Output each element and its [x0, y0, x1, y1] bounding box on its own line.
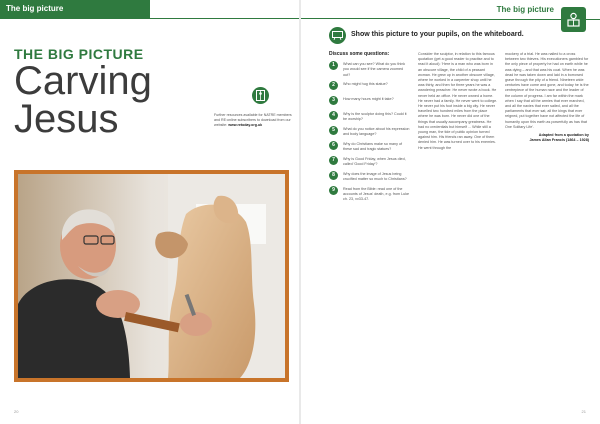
question-text: How many hours might it take? — [343, 96, 394, 101]
question-item — [329, 112, 411, 123]
quotation-column-2 — [505, 52, 589, 143]
quotation-text-part-2: mockery of a trial. He was nailed to a cross between two thieves. His executioners gambled for the only piece of property he had on earth while he was dying – and that was his coat. When he was dead he was taken down and laid in a borrowed grave through the pity of a friend. Nineteen wide centuries have come and gone, and today he is the centrepiece of the human race and the leader of the column of progress. I am far within the mark when I say that all the armies that ever marched, and all the navies that ever sailed, and all the parliaments that ever sat, all the kings that ever reigned, put together have not affected the life of humanity upon this earth as powerfully as has that One Solitary Life'. — [505, 52, 589, 129]
further-text: Further resources available for NATRE members and RE:online subscribers to download from our website: — [214, 113, 292, 128]
quotation-text-part-1: Consider the sculptor, in relation to this famous quotation (get a good reader to practise and to read it aloud): 'Here is a man who was born in an obscure village, the child of a peasant woman. He grew up in another obscure village, where he worked in a carpenter shop until he was thirty, and then for three years he was a wandering preacher. He never wrote a book. He never held an office. He never owned a home. He never had a family. He never went to college. He never put his foot inside a big city. He never travelled two hundred miles from the place where he was born. He never did one of the things that usually accompany greatness. He had no credentials but himself ... While still a young man, the tide of public opinion turned against him. His friends ran away. One of them denied him. He was turned over to his enemies. He went through the — [418, 52, 498, 150]
person-book-icon — [561, 7, 586, 32]
header-label: The big picture — [6, 4, 64, 13]
attribution-label: Adapted from a quotation by — [538, 133, 589, 138]
question-number: 2 — [329, 81, 338, 90]
question-text: What can you see? What do you think you would see if the camera zoomed out? — [343, 62, 406, 77]
header-rule-right — [301, 18, 450, 19]
question-text: Who might hug this statue? — [343, 81, 388, 86]
question-text: Why do Christians make so many of these sad and tragic statues? — [343, 141, 403, 152]
title-line-2: Jesus — [14, 97, 119, 141]
question-number: 8 — [329, 171, 338, 180]
question-number: 4 — [329, 111, 338, 120]
page-number-left: 20 — [14, 409, 19, 414]
question-item — [329, 97, 411, 108]
website-link[interactable]: www.retoday.org.uk — [228, 123, 263, 128]
further-resources — [214, 113, 292, 129]
title-line-1: Carving — [14, 59, 152, 103]
photo-frame — [14, 170, 289, 382]
question-number: 3 — [329, 96, 338, 105]
show-picture-heading: Show this picture to your pupils, on the whiteboard. — [351, 31, 524, 38]
carving-photo-illustration — [18, 174, 285, 378]
left-page — [0, 0, 299, 424]
attribution-author: James Allan Francis (1864 – 1928) — [529, 138, 589, 143]
question-item — [329, 187, 411, 203]
question-number: 1 — [329, 61, 338, 70]
question-item — [329, 127, 411, 138]
page-title — [14, 59, 152, 141]
question-text: Read from the Bible: read one of the accounts of Jesus' death, e.g. from Luke ch. 23, vv33-47. — [343, 186, 410, 202]
question-item — [329, 142, 411, 153]
whiteboard-icon — [329, 27, 346, 44]
question-text: Why is the sculptor doing this? Could it be worship? — [343, 111, 407, 122]
header-rule — [150, 18, 299, 19]
question-text: Why is Good Friday, when Jesus died, called 'Good Friday'? — [343, 156, 406, 167]
header-label-right: The big picture — [496, 5, 554, 14]
open-book-icon — [252, 87, 269, 104]
kicker: THE BIG PICTURE — [14, 46, 144, 62]
question-number: 7 — [329, 156, 338, 165]
sculptor-photo — [18, 174, 285, 378]
quotation-column-1 — [418, 52, 498, 151]
page-number-right: 21 — [581, 409, 586, 414]
question-item — [329, 172, 411, 183]
question-number: 6 — [329, 141, 338, 150]
discuss-heading: Discuss some questions: — [329, 51, 390, 57]
header-tab-left — [0, 0, 150, 19]
question-number: 9 — [329, 186, 338, 195]
question-number: 5 — [329, 126, 338, 135]
question-text: What do you notice about his expression and body language? — [343, 126, 410, 137]
questions-column — [329, 52, 411, 206]
question-item — [329, 82, 411, 93]
question-item — [329, 62, 411, 78]
question-text: Why does the image of Jesus being crucified matter so much to Christians? — [343, 171, 407, 182]
attribution — [505, 133, 589, 143]
right-page — [301, 0, 600, 424]
question-item — [329, 157, 411, 168]
